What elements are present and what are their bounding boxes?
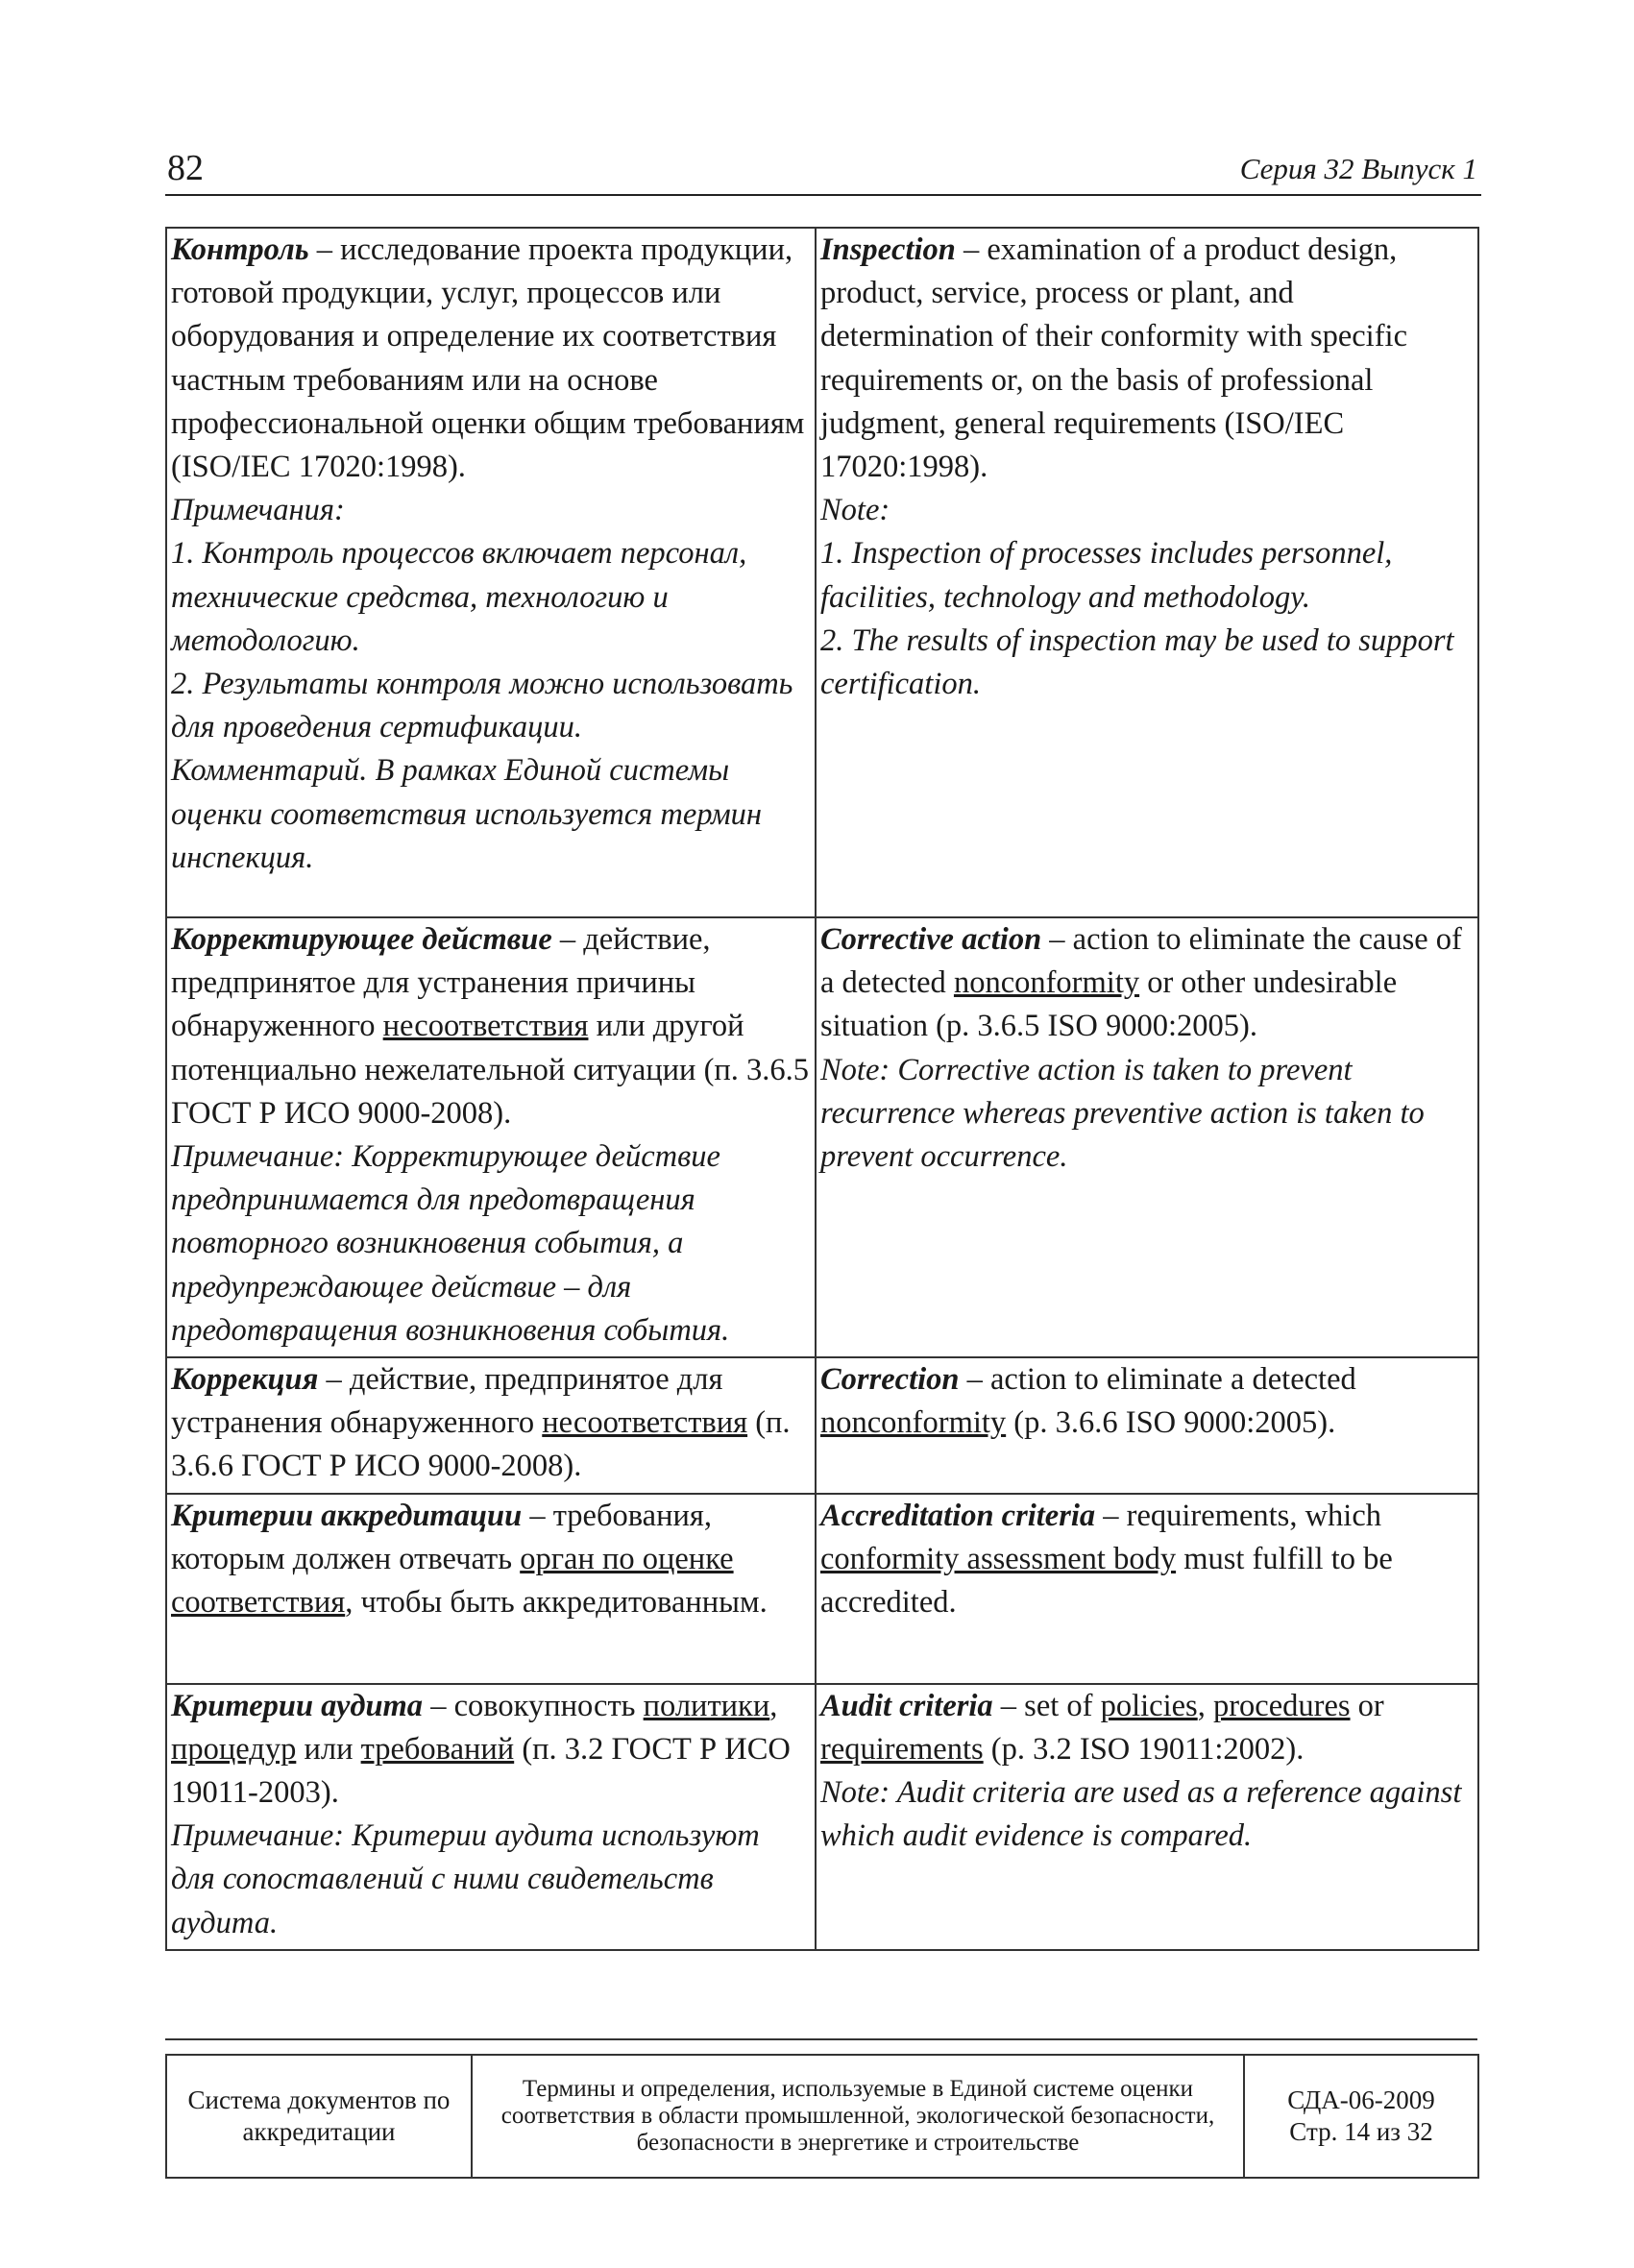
separator: , [1197, 1688, 1213, 1723]
table-row [166, 228, 1478, 917]
definition-ru: – действие, предпринятое для устранения обнаруженного [171, 1362, 723, 1441]
term-link[interactable]: несоответствия [382, 1009, 589, 1044]
definition-ru: – действие, предпринятое для устранения причины обнаруженного [171, 922, 711, 1044]
separator: or [1350, 1688, 1384, 1723]
definition-en: – requirements, which [1095, 1498, 1381, 1533]
term-ru: Критерии аудита [171, 1688, 424, 1723]
definition-en: – set of [992, 1688, 1101, 1723]
definition-en: – action to eliminate the cause of a detected [820, 922, 1462, 1001]
series-label: Серия 32 Выпуск 1 [1239, 152, 1477, 185]
definition-en: must fulfill to be accredited. [820, 1541, 1393, 1621]
definition-ru: – исследование проекта продукции, готовой продукции, услуг, процессов или оборудования и определение их соответствия частным требованиям или на основе профессиональной оценки общим требованиям (ISO/IEC 17020:1998). [171, 232, 805, 485]
note-ru: Примечание: Критерии аудита используют для сопоставлений с ними свидетельств аудита. [171, 1818, 760, 1940]
term-link[interactable]: nonconformity [953, 965, 1140, 1001]
note-en: Note: Audit criteria are used as a reference against which audit evidence is compared. [820, 1775, 1462, 1854]
term-ru: Критерии аккредитации [171, 1498, 523, 1533]
footer-page-count: Стр. 14 из 32 [1289, 2117, 1433, 2146]
note-en: 1. Inspection of processes includes personnel, facilities, technology and methodology. [820, 536, 1393, 615]
definition-en: – action to eliminate a detected [959, 1362, 1356, 1398]
ru-cell [166, 228, 816, 917]
en-cell [816, 1684, 1478, 1950]
term-ru: Коррекция [171, 1362, 319, 1398]
term-link[interactable]: requirements [820, 1731, 984, 1767]
term-link[interactable]: процедур [171, 1731, 297, 1767]
term-en: Correction [820, 1362, 960, 1398]
definition-ru: или другой потенциально нежелательной ситуации (п. 3.6.5 ГОСТ Р ИСО 9000-2008). [171, 1009, 810, 1131]
note-title-en: Note: [820, 493, 890, 528]
note-ru: 2. Результаты контроля можно использовать для проведения сертификации. [171, 667, 793, 745]
ru-cell [166, 917, 816, 1357]
footer-divider [165, 2038, 1477, 2040]
ru-cell [166, 1494, 816, 1684]
definition-ru: (п. 3.6.6 ГОСТ Р ИСО 9000-2008). [171, 1405, 791, 1484]
separator: или [296, 1731, 361, 1767]
term-en: Corrective action [820, 922, 1042, 957]
table-row [166, 1684, 1478, 1950]
note-ru: 1. Контроль процессов включает персонал, технические средства, технологию и методологию. [171, 536, 747, 658]
ru-cell [166, 1684, 816, 1950]
separator: , [769, 1688, 778, 1723]
note-title-ru: Примечания: [171, 493, 345, 528]
note-en: 2. The results of inspection may be used to support certification. [820, 622, 1454, 702]
definition-ru: (п. 3.2 ГОСТ Р ИСО 19011-2003). [171, 1731, 791, 1811]
term-en: Accreditation criteria [820, 1498, 1096, 1533]
term-link[interactable]: procedures [1212, 1688, 1351, 1723]
definition-en: (p. 3.2 ISO 19011:2002). [983, 1731, 1305, 1767]
definition-ru: , чтобы быть аккредитованным. [345, 1585, 768, 1621]
term-link[interactable]: орган по оценке соответствия [171, 1541, 734, 1621]
term-link[interactable]: nonconformity [820, 1405, 1007, 1441]
page-footer [165, 2054, 1479, 2179]
term-en: Inspection [820, 232, 956, 267]
term-en: Audit criteria [820, 1688, 993, 1723]
term-ru: Корректирующее действие [171, 922, 552, 957]
term-link[interactable]: несоответствия [542, 1405, 748, 1441]
comment-ru: Комментарий. В рамках Единой системы оценки соответствия используется термин инспекция. [171, 753, 763, 875]
en-cell [816, 1494, 1478, 1684]
definition-en: or other undesirable situation (p. 3.6.5 ISO 9000:2005). [820, 965, 1398, 1044]
footer-system-name: Система документов по аккредитации [166, 2055, 472, 2178]
term-link[interactable]: policies [1100, 1688, 1198, 1723]
definition-en: (p. 3.6.6 ISO 9000:2005). [1006, 1405, 1336, 1441]
note-en: Note: Corrective action is taken to prevent recurrence whereas preventive action is taken to prevent occurrence. [820, 1052, 1425, 1175]
term-link[interactable]: политики [643, 1688, 770, 1723]
table-row [166, 917, 1478, 1357]
term-ru: Контроль [171, 232, 309, 267]
en-cell [816, 1357, 1478, 1494]
en-cell [816, 228, 1478, 917]
definition-ru: – требования, которым должен отвечать [171, 1498, 712, 1576]
definition-ru: – совокупность [423, 1688, 644, 1723]
note-ru: Примечание: Корректирующее действие предпринимается для предотвращения повторного возникновения события, а предупреждающее действие – для предотвращения возникновения события. [171, 1139, 730, 1348]
en-cell [816, 917, 1478, 1357]
term-link[interactable]: требований [360, 1731, 515, 1767]
footer-document-title: Термины и определения, используемые в Единой системе оценки соответствия в области промышленной, экологической безопасности, безопасности в энергетике и строительстве [472, 2055, 1244, 2178]
terms-table [165, 227, 1479, 1951]
footer-doc-code: СДА-06-2009 [1287, 2085, 1435, 2114]
footer-doc-info [1244, 2055, 1478, 2178]
term-link[interactable]: conformity assessment body [820, 1541, 1177, 1576]
table-row [166, 1494, 1478, 1684]
table-row [166, 1357, 1478, 1494]
ru-cell [166, 1357, 816, 1494]
definition-en: – examination of a product design, product, service, process or plant, and determination of their conformity with specific requirements or, on the basis of professional judgment, general requirements (ISO/IEC 17020:1998). [820, 232, 1407, 485]
page-number: 82 [167, 148, 204, 188]
page-header [165, 144, 1481, 196]
